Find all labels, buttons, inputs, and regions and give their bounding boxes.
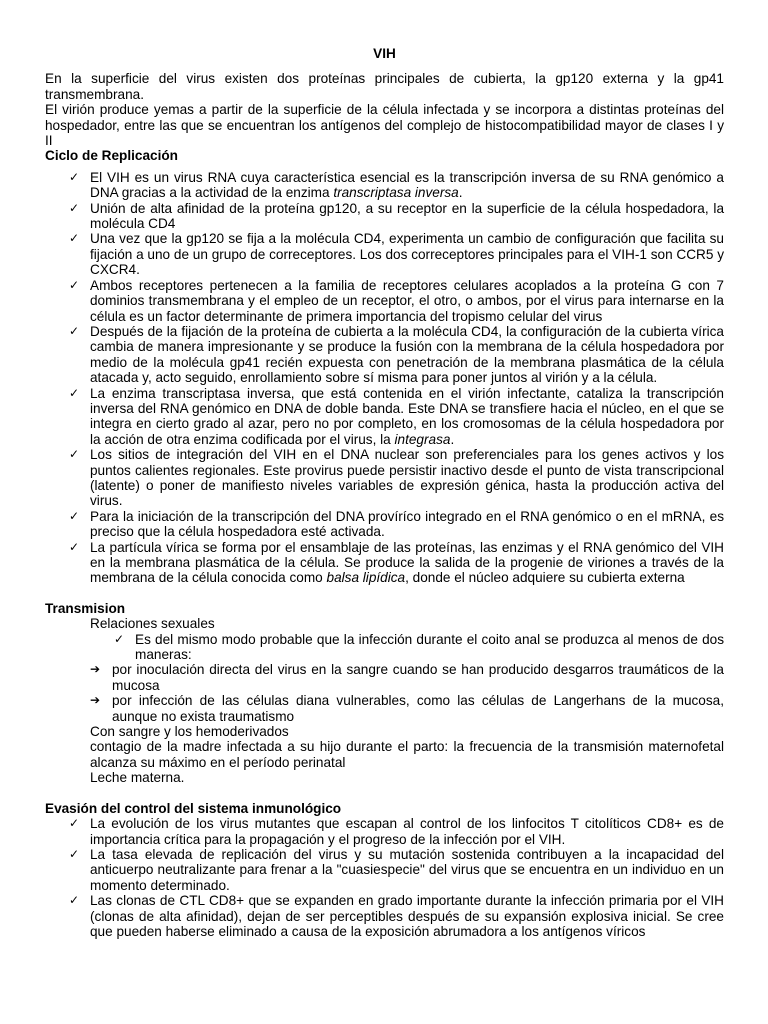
list-item: ✓ La enzima transcriptasa inversa, que está contenida en el virión infectante, cataliza la transcripción inversa del RNA genómico en DNA de doble banda. Este DNA se transfiere hacia el núcleo, en el que se integra en cierto grado al azar, pero no por completo, en los cromosomas de la célula hospedadora por la acción de otra enzima codificada por el virus, la integrasa. [45, 386, 724, 448]
list-item: ✓ Las clonas de CTL CD8+ que se expanden en grado importante durante la infección primaria por el VIH (clonas de alta afinidad), dejan de ser perceptibles después de su expansión explosiva inicial. Se cree que pueden haberse eliminado a causa de la exposición abrumadora a los antígenos víricos [45, 893, 724, 939]
evasion-list [45, 816, 724, 939]
list-item: ✓ Para la iniciación de la transcripción del DNA províríco integrado en el RNA genómico o en el mRNA, es preciso que la célula hospedadora esté activada. [45, 509, 724, 540]
transmision-madre: contagio de la madre infectada a su hijo durante el parto: la frecuencia de la transmisión maternofetal alcanza su máximo en el período perinatal [90, 739, 724, 770]
section-heading-transmision: Transmision [45, 600, 126, 616]
list-item: ✓ La tasa elevada de replicación del virus y su mutación sostenida contribuyen a la incapacidad del anticuerpo neutralizante para frenar a la "cuasiespecie" del virus que se encuentra en un individuo en un momento determinado. [45, 847, 724, 893]
transmision-sexual: Relaciones sexuales [90, 616, 215, 632]
transmision-check-list [45, 632, 724, 663]
list-item: ➔ por infección de las células diana vulnerables, como las células de Langerhans de la mucosa, aunque no exista traumatismo [90, 693, 724, 724]
section-heading-replicacion: Ciclo de Replicación [45, 148, 178, 164]
list-item: ✓ Unión de alta afinidad de la proteína gp120, a su receptor en la superficie de la célula hospedadora, la molécula CD4 [45, 201, 724, 232]
transmision-arrow-list [45, 662, 724, 724]
transmision-leche: Leche materna. [90, 770, 185, 786]
list-item: ✓ Es del mismo modo probable que la infección durante el coito anal se produzca al menos de dos maneras: [90, 632, 724, 663]
list-item: ➔ por inoculación directa del virus en la sangre cuando se han producido desgarros traumáticos de la mucosa [90, 662, 724, 693]
list-item: ✓ Una vez que la gp120 se fija a la molécula CD4, experimenta un cambio de configuración que facilita su fijación a uno de un grupo de correceptores. Los dos correceptores principales para el VIH-1 son CCR5 y CXCR4. [45, 231, 724, 277]
section-heading-evasion: Evasión del control del sistema inmunológico [45, 800, 342, 816]
list-item: ✓ Ambos receptores pertenecen a la familia de receptores celulares acoplados a la proteína G con 7 dominios transmembrana y el empleo de un receptor, el otro, o ambos, por el virus para internarse en la célula es un factor determinante de primera importancia del tropismo celular del virus [45, 278, 724, 324]
list-item: ✓ La partícula vírica se forma por el ensamblaje de las proteínas, las enzimas y el RNA genómico del VIH en la membrana plasmática de la célula. Se produce la salida de la progenie de viriones a través de la membrana de la célula conocida como balsa lipídica, donde el núcleo adquiere su cubierta externa [45, 540, 724, 586]
list-item: ✓ Los sitios de integración del VIH en el DNA nuclear son preferenciales para los genes activos y los puntos calientes regionales. Este provirus puede persistir inactivo desde el punto de vista transcripcional (latente) o poner de manifiesto niveles variables de expresión génica, hasta la producción activa del virus. [45, 447, 724, 509]
replicacion-list [45, 170, 724, 586]
intro-paragraph-2: El virión produce yemas a partir de la superficie de la célula infectada y se incorpora a distintas proteínas del hospedador, entre las que se encuentran los antígenos del complejo de histocompatibilidad mayor de clases I y II [45, 102, 724, 149]
intro-paragraph-1: En la superficie del virus existen dos proteínas principales de cubierta, la gp120 externa y la gp41 transmembrana. [45, 71, 724, 102]
list-item: ✓ Después de la fijación de la proteína de cubierta a la molécula CD4, la configuración de la cubierta vírica cambia de manera impresionante y se produce la fusión con la membrana de la célula hospedadora por medio de la molécula gp41 recién expuesta con penetración de la membrana plasmática de la célula atacada y, acto seguido, enrollamiento sobre sí misma para poner juntos al virión y a la célula. [45, 324, 724, 386]
list-item: ✓ El VIH es un virus RNA cuya característica esencial es la transcripción inversa de su RNA genómico a DNA gracias a la actividad de la enzima transcriptasa inversa. [45, 170, 724, 201]
document-title: VIH [373, 46, 396, 61]
transmision-sangre: Con sangre y los hemoderivados [90, 724, 289, 740]
list-item: ✓ La evolución de los virus mutantes que escapan al control de los linfocitos T citolíticos CD8+ es de importancia crítica para la propagación y el progreso de la infección por el VIH. [45, 816, 724, 847]
